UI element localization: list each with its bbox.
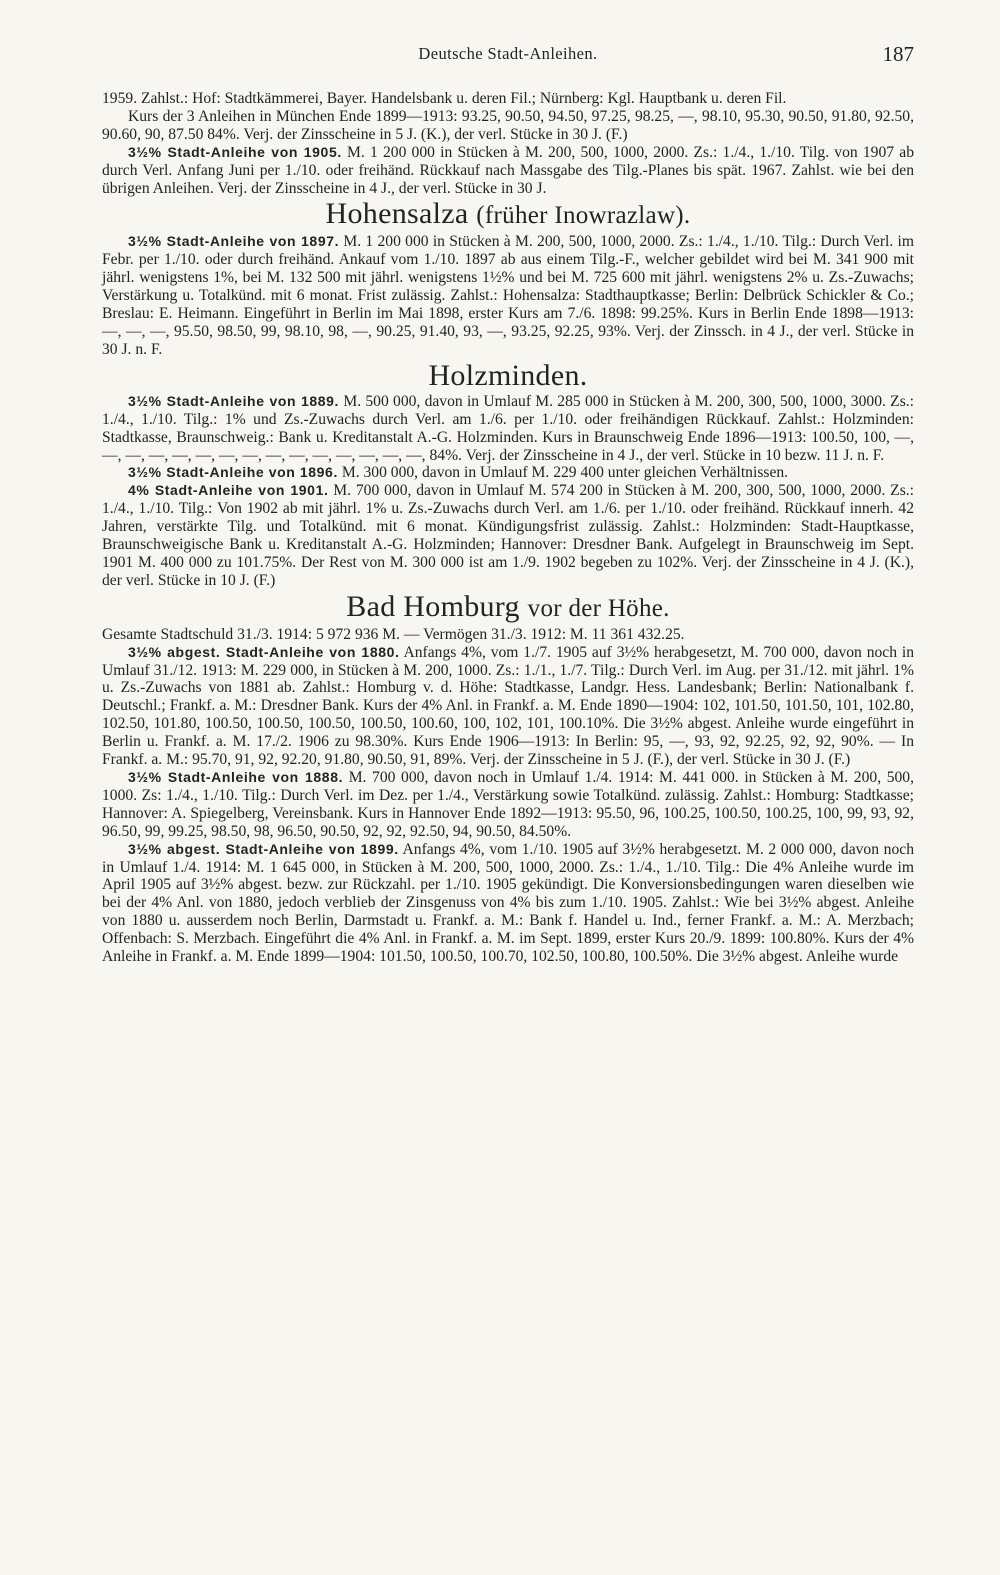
previous-section-continuation xyxy=(102,90,914,197)
paragraph-loan-1901 xyxy=(102,482,914,589)
paragraph-loan-1888 xyxy=(102,769,914,841)
paragraph-loan-1880 xyxy=(102,644,914,769)
loan-text: M. 500 000, davon in Umlauf M. 285 000 in Stücken à M. 200, 300, 500, 1000, 3000. Zs.: 1./4., 1./10. Tilg.: 1% und Zs.-Zuwachs durch Verl. am 1./6. per 1./10. oder freihändigen Rückkauf. Zahlst.: Holzminden: Stadtkasse, Braunschweig.: Bank u. Kreditanstalt A.-G. Holzminden. Kurs in Braunschweig Ende 1896—1913: 100.50, 100, —, —, —, —, —, —, —, —, —, —, —, —, —, —, —, 84%. Verj. der Zinsscheine in 4 J., der verl. Stücke in 10 bezw. 11 J. n. F. xyxy=(102,392,914,464)
loan-title: 3½% Stadt-Anleihe von 1888. xyxy=(128,769,344,785)
loan-text: M. 300 000, davon in Umlauf M. 229 400 unter gleichen Verhältnissen. xyxy=(337,464,789,482)
loan-title: 3½% Stadt-Anleihe von 1889. xyxy=(128,392,340,409)
paragraph-loan-1899 xyxy=(102,841,914,966)
section-heading-bad-homburg xyxy=(102,590,914,626)
section-holzminden xyxy=(102,393,914,590)
heading-main: Bad Homburg xyxy=(346,589,520,623)
paragraph-price-history: Kurs der 3 Anleihen in München Ende 1899—1913: 93.25, 90.50, 94.50, 97.25, 98.25, —, 98.10, 95.30, 90.50, 91.80, 92.50, 90.60, 90, 87.50 84%. Verj. der Zinsscheine in 5 J. (K.), der verl. Stücke in 30 J. (F.) xyxy=(102,107,914,143)
loan-title: 3½% Stadt-Anleihe von 1905. xyxy=(128,143,342,160)
loan-text: M. 1 200 000 in Stücken à M. 200, 500, 1000, 2000. Zs.: 1./4., 1./10. Tilg. von 1907 ab durch Verl. Anfang Juni per 1./10. oder freihänd. Rückkauf nach Massgabe des Tilg.-Planes bis spät. 1967. Zahlst. wie bei den übrigen Anleihen. Verj. der Zinsscheine in 4 J., der verl. Stücke in 30 J. xyxy=(102,143,914,197)
loan-title: 3½% Stadt-Anleihe von 1897. xyxy=(128,233,340,250)
paragraph-loan-1889 xyxy=(102,393,914,465)
loan-text: Anfangs 4%, vom 1./10. 1905 auf 3½% herabgesetzt. M. 2 000 000, davon noch in Umlauf 1./4. 1914: M. 1 645 000, in Stücken à M. 200, 500, 1000, 2000. Zs.: 1./4., 1./10. Tilg.: Die 4% Anleihe wurde im April 1905 auf 3½% abgest. bezw. zur Rückzahl. per 1./10. 1905 gekündigt. Die Konversionsbedingungen waren dieselben wie bei der 4% Anl. von 1880, jedoch verblieb der Zinsgenuss von 4% bis zum 1./10. 1905. Zahlst.: Wie bei 3½% abgest. Anleihe von 1880 u. ausserdem noch Berlin, Darmstadt u. Frankf. a. M.: Bank f. Handel u. Ind., ferner Frankf. a. M.: A. Merzbach; Offenbach: S. Merzbach. Eingeführt die 4% Anl. in Frankf. a. M. im Sept. 1899, erster Kurs 20./9. 1899: 100.80%. Kurs der 4% Anleihe in Frankf. a. M. Ende 1899—1904: 101.50, 100.50, 100.70, 102.50, 100.80, 100.50%. Die 3½% abgest. Anleihe wurde xyxy=(102,840,914,966)
section-heading-hohensalza xyxy=(102,197,914,233)
paragraph-total-debt: Gesamte Stadtschuld 31./3. 1914: 5 972 936 M. — Vermögen 31./3. 1912: M. 11 361 432.25. xyxy=(102,625,685,643)
paragraph-paying-agents: 1959. Zahlst.: Hof: Stadtkämmerei, Bayer. Handelsbank u. deren Fil.; Nürnberg: Kgl. Hauptbank u. deren Fil. xyxy=(102,90,787,107)
loan-text: M. 700 000, davon in Umlauf M. 574 200 in Stücken à M. 200, 300, 500, 1000, 2000. Zs.: 1./4., 1./10. Tilg.: Von 1902 ab mit jährl. 1% u. Zs.-Zuwachs durch Verl. am 1./6. per 1./10. oder freihänd. Rückkauf innerh. 42 Jahren, verstärkte Tilg. und Totalkünd. mit 6 monat. Kündigungsfrist zulässig. Zahlst.: Holzminden: Stadt-Hauptkasse, Braunschweigische Bank u. Kreditanstalt A.-G. Holzminden; Hannover: Dresdner Bank. Aufgelegt in Braunschweig im Sept. 1901 M. 400 000 zu 101.75%. Der Rest von M. 300 000 ist am 1./9. 1902 begeben zu 102%. Verj. der Zinsscheine in 4 J. (K.), der verl. Stücke in 10 J. (F.) xyxy=(102,482,914,589)
heading-sub: vor der Höhe. xyxy=(527,594,670,622)
loan-text: Anfangs 4%, vom 1./7. 1905 auf 3½% herabgesetzt, M. 700 000, davon noch in Umlauf 31./12. 1913: M. 229 000, in Stücken à M. 200, 1000. Zs.: 1./1., 1./7. Tilg.: Durch Verl. im Aug. per 31./12. mit jährl. 1% u. Zs.-Zuwachs von 1881 ab. Zahlst.: Homburg v. d. Höhe: Stadtkasse, Landgr. Hess. Landesbank; Berlin: Nationalbank f. Deutschl.; Frankf. a. M.: Dresdner Bank. Kurs der 4% Anl. in Frankf. a. M. Ende 1890—1904: 102, 101.50, 101.50, 101, 102.80, 102.50, 101.80, 100.50, 100.50, 100.50, 100.50, 100.60, 100, 102, 101, 100.10%. Die 3½% abgest. Anleihe wurde eingeführt in Berlin u. Frankf. a. M. 17./2. 1906 zu 98.30%. Kurs Ende 1906—1913: In Berlin: 95, —, 93, 92, 92.25, 92, 92, 90%. — In Frankf. a. M.: 95.70, 91, 92, 92.20, 91.80, 90.50, 91, 89%. Verj. der Zinsscheine in 5 J. (F.), der verl. Stücke in 30 J. (F.) xyxy=(102,643,914,769)
paragraph-loan-1897 xyxy=(102,233,914,358)
page-header xyxy=(102,44,914,80)
section-bad-homburg xyxy=(102,626,914,966)
paragraph-loan-1896 xyxy=(102,464,914,482)
running-title: Deutsche Stadt-Anleihen. xyxy=(418,44,598,63)
page-number: 187 xyxy=(882,42,914,66)
section-heading-holzminden: Holzminden. xyxy=(428,358,588,392)
section-hohensalza xyxy=(102,233,914,358)
loan-title: 3½% abgest. Stadt-Anleihe von 1880. xyxy=(128,643,400,660)
paragraph-loan-1905 xyxy=(102,144,914,198)
heading-sub: (früher Inowrazlaw). xyxy=(476,202,691,230)
loan-title: 3½% Stadt-Anleihe von 1896. xyxy=(128,464,338,481)
heading-main: Hohensalza xyxy=(325,197,469,231)
loan-title: 3½% abgest. Stadt-Anleihe von 1899. xyxy=(128,840,399,857)
loan-text: M. 700 000, davon noch in Umlauf 1./4. 1914: M. 441 000. in Stücken à M. 200, 500, 1000. Zs: 1./4., 1./10. Tilg.: Durch Verl. im Dez. per 1./4., Verstärkung sowie Totalkünd. zulässig. Zahlst.: Homburg: Stadtkasse; Hannover: A. Spiegelberg, Vereinsbank. Kurs in Hannover Ende 1892—1913: 95.50, 96, 100.25, 100.50, 100.25, 100, 99, 93, 92, 96.50, 99, 99.25, 98.50, 98, 96.50, 90.50, 92, 92, 92.50, 94, 90.50, 84.50%. xyxy=(102,769,914,840)
loan-text: M. 1 200 000 in Stücken à M. 200, 500, 1000, 2000. Zs.: 1./4., 1./10. Tilg.: Durch Verl. im Febr. per 1./10. oder durch freihänd. Ankauf vom 1./10. 1897 ab aus einem Tilg.-F., welcher gebildet wird bei M. 341 900 mit jährl. wenigstens 1%, bei M. 132 500 mit jährl. wenigstens 1½% und bei M. 725 600 mit jährl. wenigstens 2% u. Zs.-Zuwachs; Verstärkung u. Totalkünd. mit 6 monat. Frist zulässig. Zahlst.: Hohensalza: Stadthauptkasse; Berlin: Delbrück Schickler & Co.; Breslau: E. Heimann. Eingeführt in Berlin im Mai 1898, erster Kurs am 7./6. 1898: 99.25%. Kurs in Berlin Ende 1898—1913: —, —, —, 95.50, 98.50, 99, 98.10, 98, —, 90.25, 91.40, 93, —, 93.25, 92.25, 93%. Verj. der Zinssch. in 4 J., der verl. Stücke in 30 J. n. F. xyxy=(102,233,914,358)
loan-title: 4% Stadt-Anleihe von 1901. xyxy=(128,482,329,499)
